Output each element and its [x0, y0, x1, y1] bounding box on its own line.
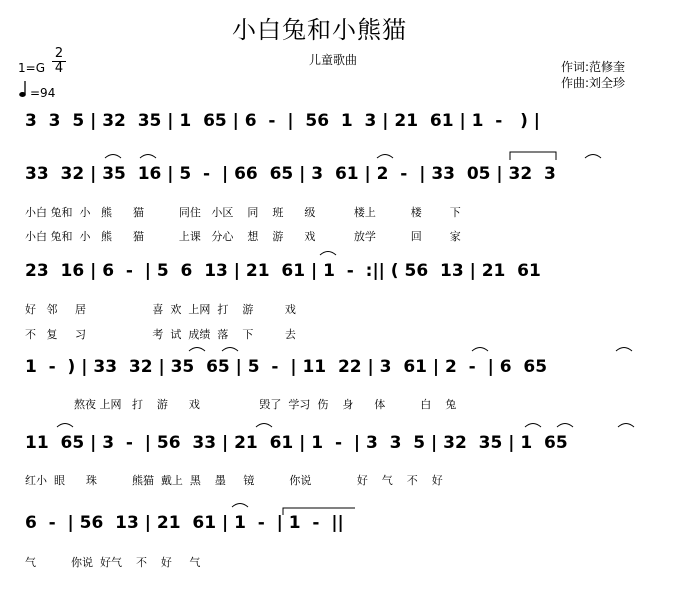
key-signature: 1=G: [18, 61, 45, 75]
song-title: 小白兔和小熊猫: [232, 16, 407, 44]
time-signature-bottom: 4: [54, 61, 64, 76]
score-row-3: 23 16 | 6 - | 5 6 13 | 21 61 | 1 - :|| ( 56 13 | 21 61: [25, 261, 541, 281]
lyric-row-2-verse-2: 小白 兔和 小 熊 猫 上课 分心 想 游 戏 放学 回 家: [25, 230, 461, 243]
tempo-marking: =94: [30, 86, 56, 100]
lyricist-credit: 作词:范修奎: [561, 60, 626, 74]
lyric-row-5-verse-1: 红小 眼 珠 熊猫 戴上 黑 墨 镜 你说 好 气 不 好: [25, 474, 443, 487]
score-row-1: 3 3 5 | 32 35 | 1 65 | 6 - | 56 1 3 | 21 61 | 1 - ) |: [25, 111, 540, 131]
composer-credit: 作曲:刘全珍: [561, 76, 626, 90]
time-signature-top: 2: [54, 46, 64, 61]
score-row-5: 11 65 | 3 - | 56 33 | 21 61 | 1 - | 3 3 5 | 32 35 | 1 65: [25, 433, 568, 453]
lyric-row-3-verse-2: 不 复 习 考 试 成绩 落 下 去: [25, 328, 296, 341]
lyric-row-2-verse-1: 小白 兔和 小 熊 猫 同住 小区 同 班 级 楼上 楼 下: [25, 206, 461, 219]
score-row-6: 6 - | 56 13 | 21 61 | 1 - | 1 - ||: [25, 513, 344, 533]
song-subtitle: 儿童歌曲: [309, 53, 358, 67]
score-row-2: 33 32 | 35 16 | 5 - | 66 65 | 3 61 | 2 - | 33 05 | 32 3: [25, 164, 556, 184]
score-row-4: 1 - ) | 33 32 | 35 65 | 5 - | 11 22 | 3 61 | 2 - | 6 65: [25, 357, 548, 377]
lyric-row-3-verse-1: 好 邻 居 喜 欢 上网 打 游 戏: [25, 303, 296, 316]
lyric-row-6-verse-1: 气 你说 好气 不 好 气: [25, 556, 201, 569]
lyric-row-4-verse-1: 熬夜 上网 打 游 戏 毁了 学习 伤 身 体 白 兔: [25, 398, 457, 411]
